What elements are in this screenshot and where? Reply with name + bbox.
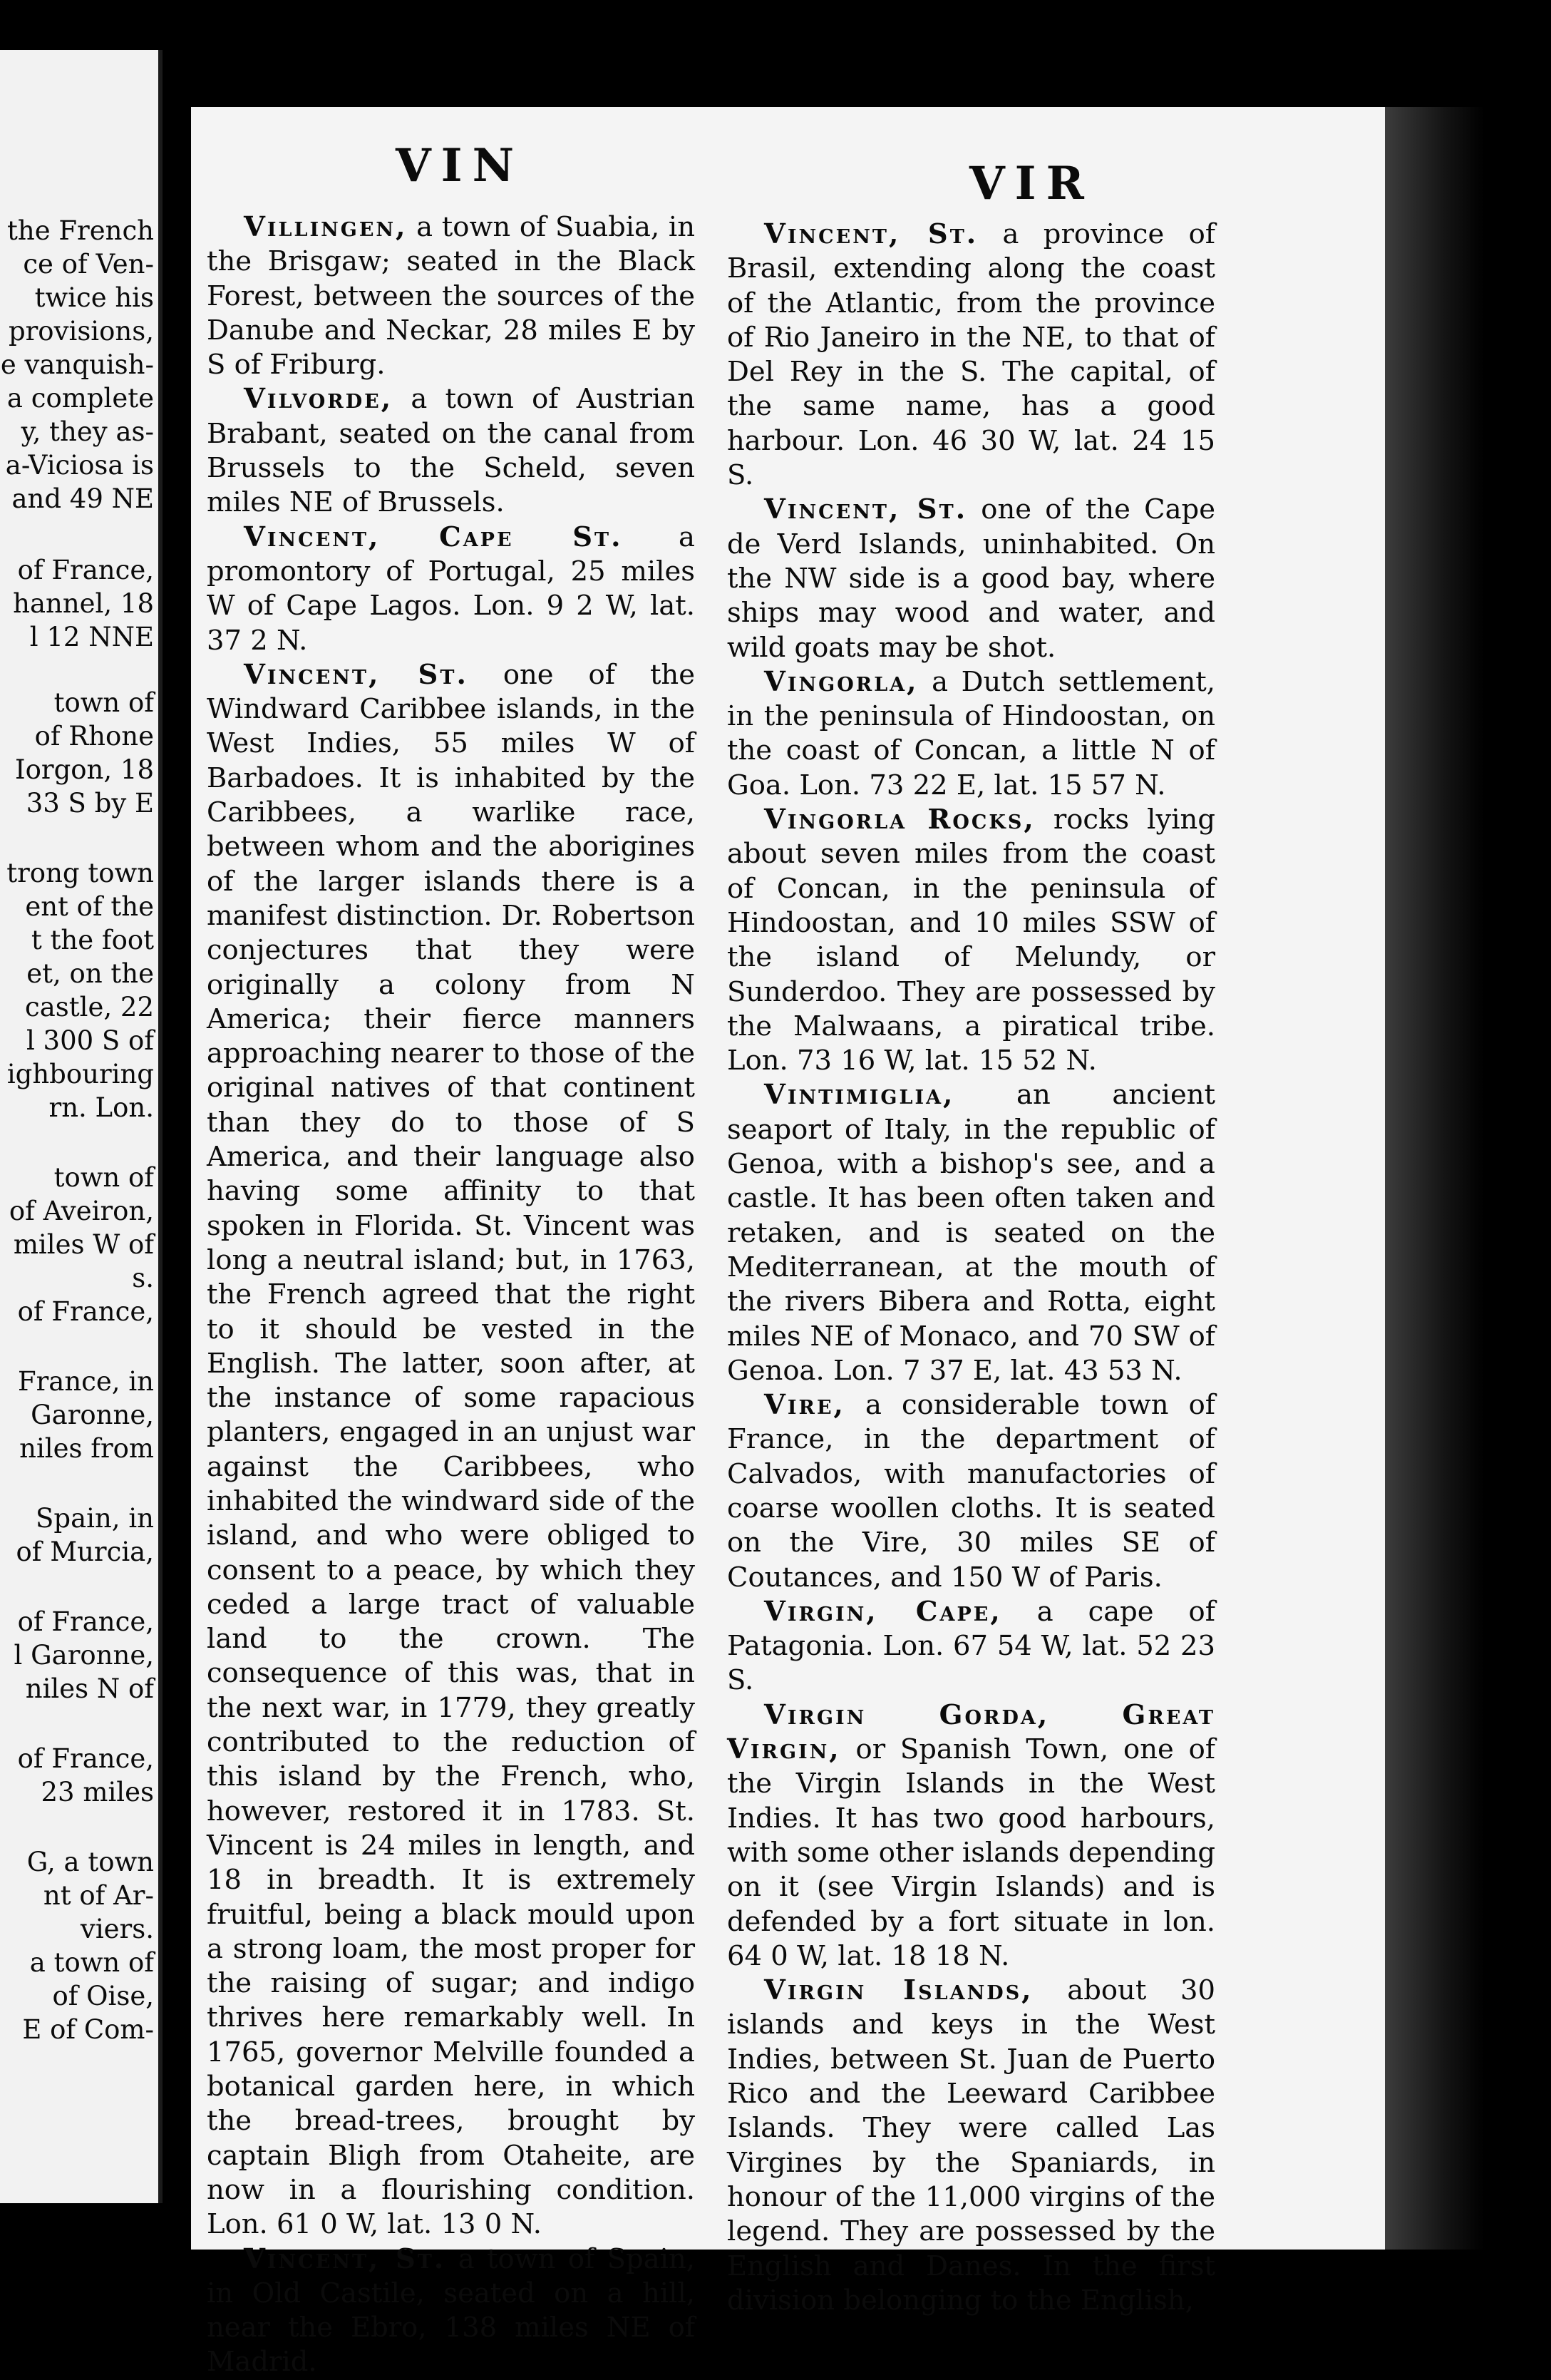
entry-headword: Vincent, St.	[764, 493, 968, 526]
facing-page-line: hannel, 18	[13, 588, 154, 619]
facing-page-line: a-Viciosa is	[5, 450, 154, 481]
gazetteer-entry	[727, 1698, 1215, 1974]
facing-page-line: l 12 NNE	[29, 622, 154, 652]
facing-page-line: of Rhone	[34, 721, 154, 752]
facing-page-line: ighbouring	[6, 1059, 154, 1089]
gazetteer-entry	[207, 210, 695, 382]
entry-headword: Vincent, St.	[764, 218, 979, 250]
gazetteer-entry	[207, 382, 695, 520]
facing-page-line: of France,	[17, 1743, 154, 1774]
entry-headword: Vincent, St.	[244, 658, 468, 691]
entry-text: or Spanish Town, one of the Virgin Islands in the West Indies. It has two good harbours, with some other islands depending on it (see Virgin Islands) and is defended by a fort situate in lon. 64 0 W, lat. 18 18 N.	[727, 1733, 1215, 1972]
entry-headword: Vingorla Rocks,	[764, 804, 1036, 836]
facing-page-line: Garonne,	[31, 1400, 154, 1430]
facing-page-line: of France,	[17, 1296, 154, 1327]
facing-page-line: l Garonne,	[14, 1640, 154, 1671]
running-head-right: VIR	[969, 157, 1094, 210]
entry-headword: Virgin Gorda, Great Virgin,	[727, 1698, 1215, 1766]
facing-page-line: Iorgon, 18	[15, 754, 154, 785]
page-edge-shadow	[1385, 107, 1485, 2250]
entry-headword: Vingorla,	[764, 665, 919, 698]
facing-page-line: provisions,	[8, 316, 154, 347]
gazetteer-entry	[727, 803, 1215, 1078]
entry-text: one of the Cape de Verd Islands, uninhabited. On the NW side is a good bay, where ships may wood and water, and wild goats may be shot.	[727, 493, 1215, 664]
entry-headword: Vintimiglia,	[764, 1079, 955, 1112]
gazetteer-entry	[207, 520, 695, 658]
facing-page-line: niles N of	[25, 1673, 154, 1704]
entry-text: a town of Austrian Brabant, seated on the canal from Brussels to the Scheld, seven miles NE of Brussels.	[207, 383, 695, 519]
entry-text: rocks lying about seven miles from the coast of Concan, in the peninsula of Hindoostan, and 10 miles SSW of the island of Melundy, or Sunderdoo. They are possessed by the Malwaans, a piratical tribe. Lon. 73 16 W, lat. 15 52 N.	[727, 804, 1215, 1077]
column-left	[207, 210, 695, 2380]
entry-text: a considerable town of France, in the department of Calvados, with manufactories of coarse woollen cloths. It is seated on the Vire, 30 miles SE of Coutances, and 150 W of Paris.	[727, 1389, 1215, 1594]
entry-headword: Vincent, Cape St.	[244, 520, 623, 553]
facing-page-line: twice his	[34, 282, 154, 313]
entry-text: an ancient seaport of Italy, in the republic of Genoa, with a bishop's see, and a castle. It has been often taken and retaken, and is seated on the Mediterranean, at the mouth of the rivers Bibera and Rotta, eight miles NE of Monaco, and 70 SW of Genoa. Lon. 7 37 E, lat. 43 53 N.	[727, 1079, 1215, 1387]
running-head-left: VIN	[396, 139, 525, 193]
facing-page-line: G, a town	[26, 1847, 154, 1877]
gazetteer-entry	[727, 1078, 1215, 1388]
facing-page-line: of Murcia,	[16, 1537, 154, 1567]
gazetteer-entry	[207, 2242, 695, 2380]
facing-page-line: ent of the	[25, 891, 154, 922]
entry-text: about 30 islands and keys in the West Indies, between St. Juan de Puerto Rico and the Leeward Caribbee Islands. They were called Las Virgines by the Spaniards, in honour of the 11,000 virgins of the legend. They are possessed by the English and Danes. In the first division belonging to the English,	[727, 1974, 1215, 2317]
facing-page-line: rn. Lon.	[48, 1092, 154, 1123]
entry-headword: Virgin Islands,	[764, 1974, 1034, 2007]
facing-page-line: of Aveiron,	[9, 1196, 154, 1226]
entry-headword: Villingen,	[244, 211, 408, 243]
facing-page-line: ce of Ven-	[23, 249, 154, 279]
column-right	[727, 217, 1215, 2318]
facing-page-line: s.	[132, 1263, 154, 1293]
facing-page-line: trong town	[6, 858, 154, 888]
gazetteer-entry	[727, 217, 1215, 493]
facing-page-line: a complete	[6, 383, 154, 414]
entry-text: a promontory of Portugal, 25 miles W of Cape Lagos. Lon. 9 2 W, lat. 37 2 N.	[207, 520, 695, 657]
entry-text: a cape of Patagonia. Lon. 67 54 W, lat. 52 23 S.	[727, 1595, 1215, 1697]
entry-text: a Dutch settlement, in the peninsula of Hindoostan, on the coast of Concan, a little N of Goa. Lon. 73 22 E, lat. 15 57 N.	[727, 665, 1215, 801]
facing-page-line: E of Com-	[22, 2014, 154, 2045]
facing-page-line: of France,	[17, 1606, 154, 1637]
book-gutter	[163, 43, 191, 2260]
facing-page-line: town of	[53, 687, 154, 718]
facing-page-line: a town of	[29, 1947, 154, 1978]
gazetteer-entry	[727, 1388, 1215, 1595]
facing-page-line: et, on the	[26, 958, 154, 989]
gazetteer-entry	[207, 658, 695, 2242]
facing-page-line: Spain, in	[36, 1503, 154, 1534]
facing-page-line: e vanquish-	[0, 349, 154, 380]
entry-text: a town of Suabia, in the Brisgaw; seated in the Black Forest, between the sources of the Danube and Neckar, 28 miles E by S of Friburg.	[207, 211, 695, 381]
facing-page-line: of Oise,	[52, 1981, 154, 2011]
facing-page-fragment	[0, 50, 163, 2203]
facing-page-line: nt of Ar-	[43, 1880, 154, 1911]
entry-headword: Vire,	[764, 1389, 845, 1422]
facing-page-line: 23 miles	[41, 1777, 154, 1807]
entry-text: a province of Brasil, extending along the coast of the Atlantic, from the province of Rio Janeiro in the NE, to that of Del Rey in the S. The capital, of the same name, has a good harbour. Lon. 46 30 W, lat. 24 15 S.	[727, 218, 1215, 492]
facing-page-line: niles from	[19, 1433, 154, 1464]
facing-page-line: viers.	[80, 1914, 154, 1944]
gazetteer-entry	[727, 1974, 1215, 2318]
facing-page-line: town of	[53, 1162, 154, 1193]
gazetteer-entry	[727, 1595, 1215, 1698]
facing-page-line: and 49 NE	[11, 483, 154, 514]
facing-page-line: of France,	[17, 555, 154, 585]
entry-text: one of the Windward Caribbee islands, in the West Indies, 55 miles W of Barbadoes. It is inhabited by the Caribbees, a warlike race, between whom and the aborigines of the larger islands there is a manifest distinction. Dr. Robertson conjectures that they were originally a colony from N America; their fierce manners approaching nearer to those of the original natives of that continent than they do to those of S America, and their language also having some affinity to that spoken in Florida. St. Vincent was long a neutral island; but, in 1763, the French agreed that the right to it should be vested in the English. The latter, soon after, at the instance of some rapacious planters, engaged in an unjust war against the Caribbees, who inhabited the windward side of the island, and who were obliged to consent to a peace, by which they ceded a large tract of valuable land to the crown. The consequence of this was, that in the next war, in 1779, they greatly contributed to the reduction of this island by the French, who, however, restored it in 1783. St. Vincent is 24 miles in length, and 18 in breadth. It is extremely fruitful, being a black mould upon a strong loam, the most proper for the raising of sugar; and indigo thrives here remarkably well. In 1765, governor Melville founded a botanical garden here, in which the bread-trees, brought by captain Bligh from Otaheite, are now in a flourishing condition. Lon. 61 0 W, lat. 13 0 N.	[207, 658, 695, 2241]
facing-page-line: l 300 S of	[26, 1025, 154, 1056]
entry-headword: Virgin, Cape,	[764, 1595, 1002, 1628]
facing-page-line: the French	[7, 215, 154, 246]
gazetteer-entry	[727, 493, 1215, 665]
facing-page-line: France, in	[17, 1366, 154, 1397]
gazetteer-entry	[727, 665, 1215, 803]
facing-page-line: t the foot	[31, 925, 154, 955]
facing-page-line: miles W of	[13, 1229, 154, 1260]
facing-page-line: castle, 22	[25, 992, 154, 1022]
entry-headword: Vincent, St.	[244, 2242, 446, 2275]
facing-page-line: 33 S by E	[26, 788, 154, 819]
facing-page-line: y, they as-	[21, 416, 154, 447]
entry-headword: Vilvorde,	[244, 383, 393, 416]
entry-text: a town of Spain, in Old Castile, seated on a hill, near the Ebro, 138 miles NE of Madrid.	[207, 2242, 695, 2379]
